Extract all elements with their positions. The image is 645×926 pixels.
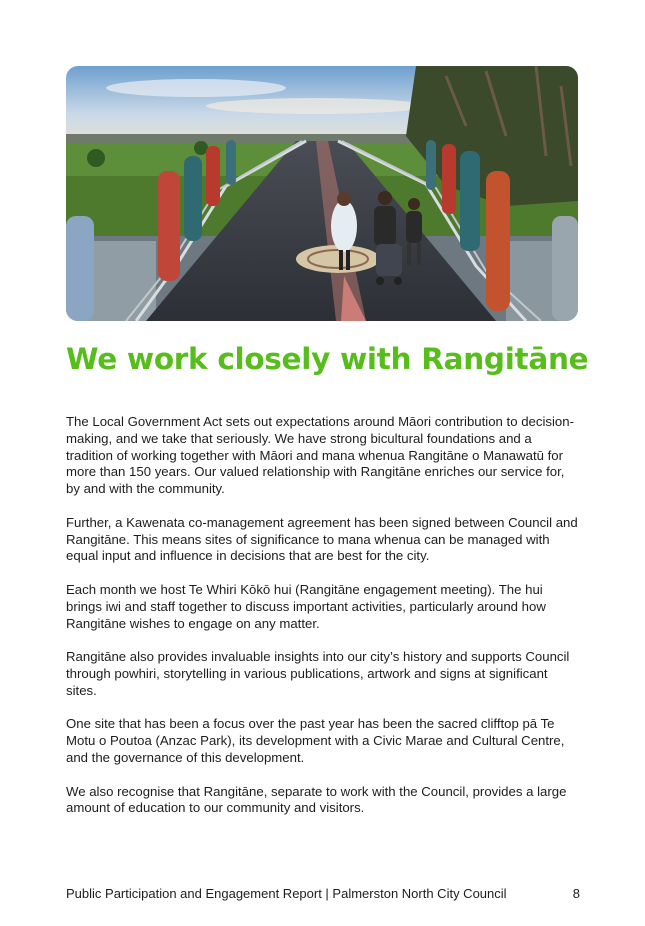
paragraph: The Local Government Act sets out expectations around Māori contribution to decision-making, and we take that seriously. We have strong bicultural foundations and a tradition of working together with Māori and mana whenua Rangitāne o Manawatū for more than 150 years. Our valued relationship with Rangitāne enriches our service for, by and with the community.: [66, 414, 574, 497]
hero-bridge-photo: [66, 66, 578, 321]
page-number: 8: [572, 886, 580, 901]
paragraph: Further, a Kawenata co-management agreement has been signed between Council and Rangitāne. This means sites of significance to mana whenua can be managed with equal input and influence in decisions that are best for the city.: [66, 514, 578, 564]
paragraph: Rangitāne also provides invaluable insights into our city’s history and supports Council through powhiri, storytelling in various publications, artwork and signs at significant sites.: [66, 649, 570, 698]
paragraph: We also recognise that Rangitāne, separate to work with the Council, provides a large amount of education to our community and visitors.: [66, 783, 567, 816]
paragraph: Each month we host Te Whiri Kōkō hui (Rangitāne engagement meeting). The hui brings iwi and staff together to discuss important activities, particularly around how Rangitāne wishes to engage on any matter.: [66, 581, 546, 631]
footer-text: Public Participation and Engagement Report | Palmerston North City Council: [66, 886, 507, 901]
bridge-photo-illustration: [66, 66, 578, 321]
body-text: [66, 414, 582, 834]
page-footer: [66, 886, 580, 901]
paragraph: One site that has been a focus over the past year has been the sacred clifftop pā Te Motu o Poutoa (Anzac Park), its development with a Civic Marae and Cultural Centre, and the governance of this development.: [66, 716, 565, 765]
page-title: We work closely with Rangitāne: [66, 342, 589, 376]
